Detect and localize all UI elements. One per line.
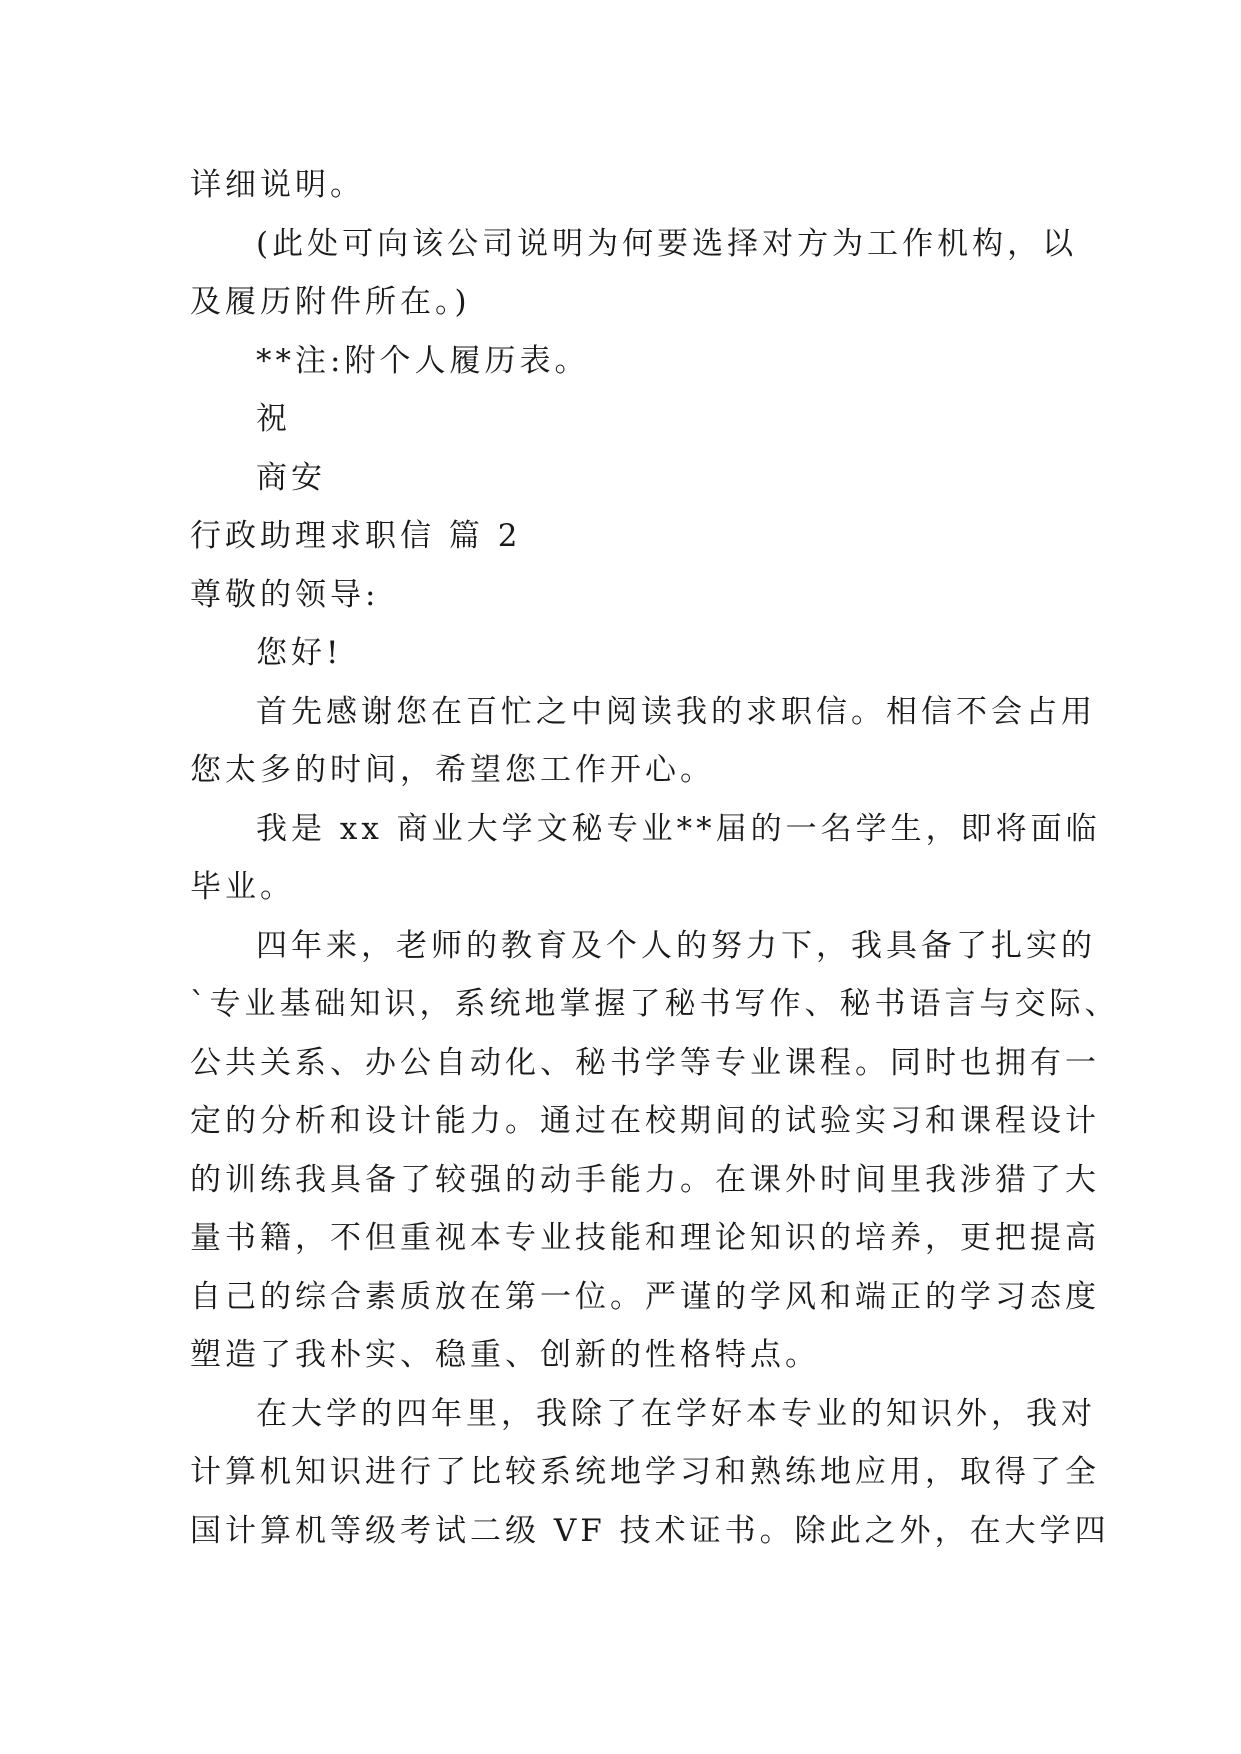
salutation: 尊敬的领导: bbox=[190, 577, 380, 613]
text-line: `专业基础知识，系统地掌握了秘书写作、秘书语言与交际、 bbox=[190, 986, 1120, 1022]
text-line: 计算机知识进行了比较系统地学习和熟练地应用，取得了全 bbox=[190, 1454, 1100, 1490]
text-line: 量书籍，不但重视本专业技能和理论知识的培养，更把提高 bbox=[190, 1220, 1100, 1256]
section-heading: 行政助理求职信 篇 2 bbox=[190, 518, 522, 554]
text-line: 商安 bbox=[256, 460, 326, 496]
text-line: 公共关系、办公自动化、秘书学等专业课程。同时也拥有一 bbox=[190, 1045, 1100, 1081]
text-line: 祝 bbox=[256, 401, 291, 437]
text-line: 国计算机等级考试二级 VF 技术证书。除此之外，在大学四 bbox=[190, 1513, 1110, 1549]
text-line: 四年来，老师的教育及个人的努力下，我具备了扎实的 bbox=[256, 928, 1096, 964]
text-line: 塑造了我朴实、稳重、创新的性格特点。 bbox=[190, 1337, 820, 1373]
text-line: 及履历附件所在。) bbox=[190, 284, 471, 320]
text-line: 自己的综合素质放在第一位。严谨的学风和端正的学习态度 bbox=[190, 1279, 1100, 1315]
text-line: 的训练我具备了较强的动手能力。在课外时间里我涉猎了大 bbox=[190, 1162, 1100, 1198]
greeting: 您好! bbox=[256, 635, 343, 671]
text-line: 在大学的四年里，我除了在学好本专业的知识外，我对 bbox=[256, 1396, 1096, 1432]
text-line: 定的分析和设计能力。通过在校期间的试验实习和课程设计 bbox=[190, 1103, 1100, 1139]
text-line: **注:附个人履历表。 bbox=[256, 343, 590, 379]
text-line: 您太多的时间，希望您工作开心。 bbox=[190, 752, 715, 788]
text-line: 我是 xx 商业大学文秘专业**届的一名学生，即将面临 bbox=[256, 811, 1101, 847]
text-line: (此处可向该公司说明为何要选择对方为工作机构，以 bbox=[256, 226, 1078, 262]
text-line: 首先感谢您在百忙之中阅读我的求职信。相信不会占用 bbox=[256, 694, 1096, 730]
text-line: 毕业。 bbox=[190, 869, 295, 905]
text-line: 详细说明。 bbox=[190, 167, 365, 203]
